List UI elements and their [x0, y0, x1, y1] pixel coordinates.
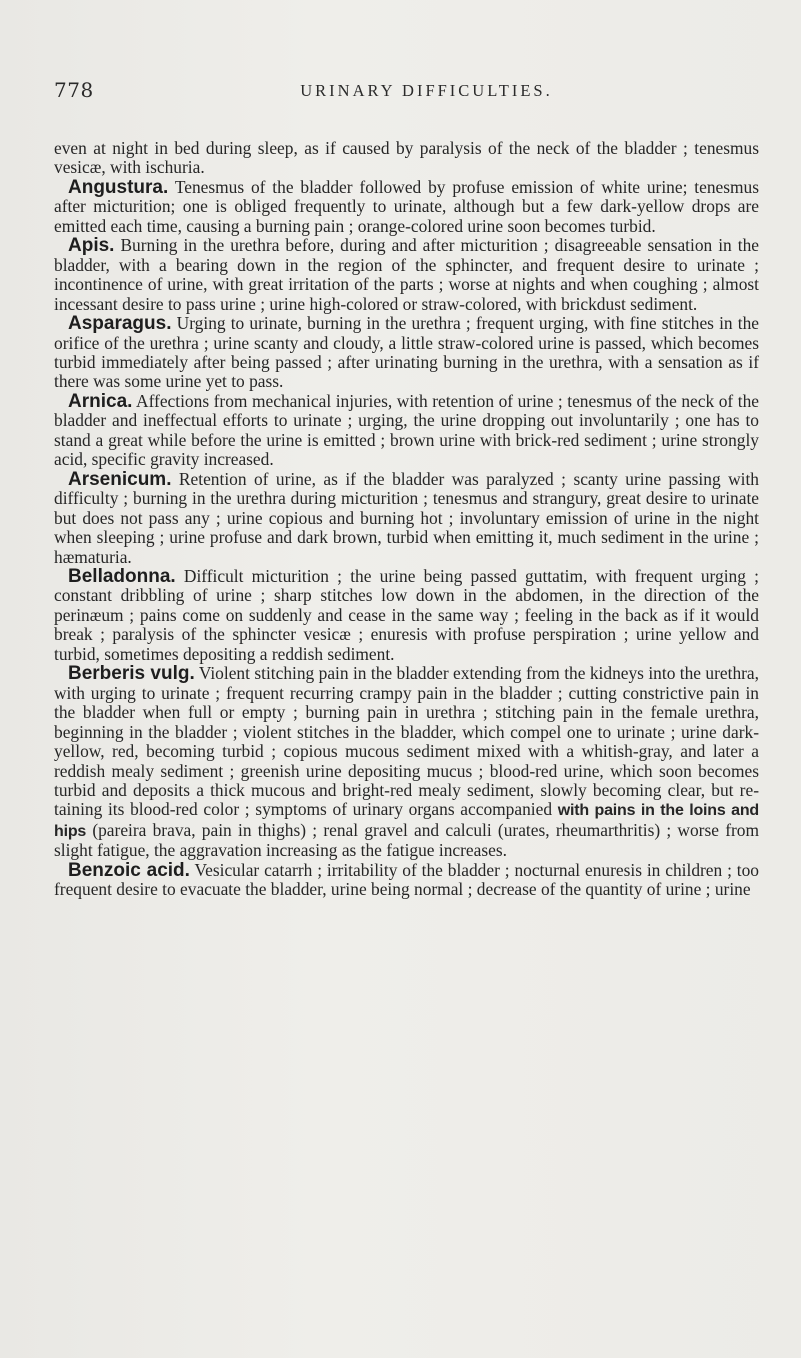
remedy-entry-arnica — [54, 392, 759, 470]
remedy-entry-apis — [54, 236, 759, 314]
remedy-name: Arsenicum. — [68, 468, 172, 490]
remedy-entry-angustura — [54, 178, 759, 236]
entry-text: Urging to urinate, burning in the urethra ; frequent urging, with fine stitches in the orifice of the urethra ; urine scanty and cloudy, a little straw-colored urine is passed, which becomes turbid immediately after being passed ; after urinating burning in the urethra, with a sensation as if there was some urine yet to pass. — [54, 313, 759, 392]
running-head: URINARY DIFFICULTIES. — [300, 81, 553, 100]
emphasized-phrase: with pains in the loins and hips — [54, 802, 759, 840]
entry-text: Difficult micturition ; the urine being passed guttatim, with frequent urging ; constant dribbling of urine ; sharp stitches low down in the abdomen, in the direction of the perinæum ; pains come on suddenly and cease in the same way ; feeling in the back as if it would break ; paralysis of the sphincter vesicæ ; enuresis with profuse perspiration ; urine yellow and turbid, sometimes depositing a reddish sediment. — [54, 565, 759, 664]
remedy-name: Benzoic acid. — [68, 859, 190, 881]
entry-text: Retention of urine, as if the bladder was paralyzed ; scanty urine passing with difficulty ; burning in the urethra during micturition ; tenesmus and strangury, great desire to urinate but does not pass any ; urine copious and burning hot ; involuntary emission of urine in the night when sleeping ; urine profuse and dark brown, turbid when emitting it, much sediment in the urine ; hæmaturia. — [54, 468, 759, 567]
remedy-entry-arsenicum — [54, 470, 759, 567]
page-header — [54, 78, 759, 108]
remedy-entry-benzoic-acid — [54, 861, 759, 900]
remedy-name: Angustura. — [68, 176, 169, 198]
remedy-entry-berberis — [54, 664, 759, 861]
entry-text: even at night in bed during sleep, as if caused by paralysis of the neck of the bladder ; tenesmus vesicæ, with ischuria. — [54, 138, 759, 178]
remedy-entry-asparagus — [54, 314, 759, 392]
remedy-name: Arnica. — [68, 390, 133, 412]
entry-text: Burning in the urethra before, during and after micturition ; disagreeable sensation in the bladder, with a bearing down in the region of the sphincter, and frequent desire to urinate ; incontinence of urine, with great irritation of the parts ; worse at nights and when coughing ; almost incessant desire to pass urine ; urine high-colored or straw-colored, with brickdust sediment. — [54, 235, 759, 314]
continuation-paragraph — [54, 139, 759, 178]
entry-text-after: (pareira brava, pain in thighs) ; renal gravel and calculi (urates, rheumarthritis) ; worse from slight fatigue, the aggravation increasing as the fatigue increases. — [54, 819, 759, 861]
page-number: 778 — [54, 78, 94, 102]
remedy-name: Apis. — [68, 235, 115, 257]
entry-text: Tenesmus of the bladder followed by profuse emission of white urine; tenesmus after micturition; one is obliged frequently to urinate, although but a few dark-yellow drops are emitted each time, causing a burning pain ; orange-colored urine soon becomes turbid. — [54, 176, 759, 236]
remedy-name: Belladonna. — [68, 565, 176, 587]
body-text — [54, 139, 759, 900]
entry-text: Vesicular catarrh ; irritability of the bladder ; nocturnal enuresis in children ; too frequent desire to evacuate the bladder, urine being normal ; decrease of the quantity of urine ; urine — [54, 859, 759, 900]
remedy-name: Berberis vulg. — [68, 663, 195, 685]
remedy-entry-belladonna — [54, 567, 759, 664]
entry-text: Violent stitching pain in the bladder extending from the kidneys into the urethra, with urging to urinate ; frequent recurring crampy pain in the bladder ; cutting constrictive pain in the bladder when full or empty ; burning pain in urethra ; stitching pain in the female urethra, beginning in the bladder ; violent stitches in the bladder, which compel one to urinate ; urine dark-yellow, red, becoming turbid ; copious mucous sediment mixed with a whitish-gray, and later a reddish mealy sediment ; greenish urine depositing mucus ; blood-red urine, which soon becomes turbid and deposits a thick mucous and bright-red mealy sediment, slowly becoming clear, but retaining its blood-red color ; symptoms of urinary organs accompanied — [54, 663, 760, 820]
entry-text: Affections from mechanical injuries, with retention of urine ; tenesmus of the neck of the bladder and ineffectual efforts to urinate ; urging, the urine dropping out involuntarily ; one has to stand a great while before the urine is emitted ; brown urine with brick-red sediment ; urine strongly acid, specific gravity increased. — [54, 390, 759, 470]
remedy-name: Asparagus. — [68, 313, 172, 335]
